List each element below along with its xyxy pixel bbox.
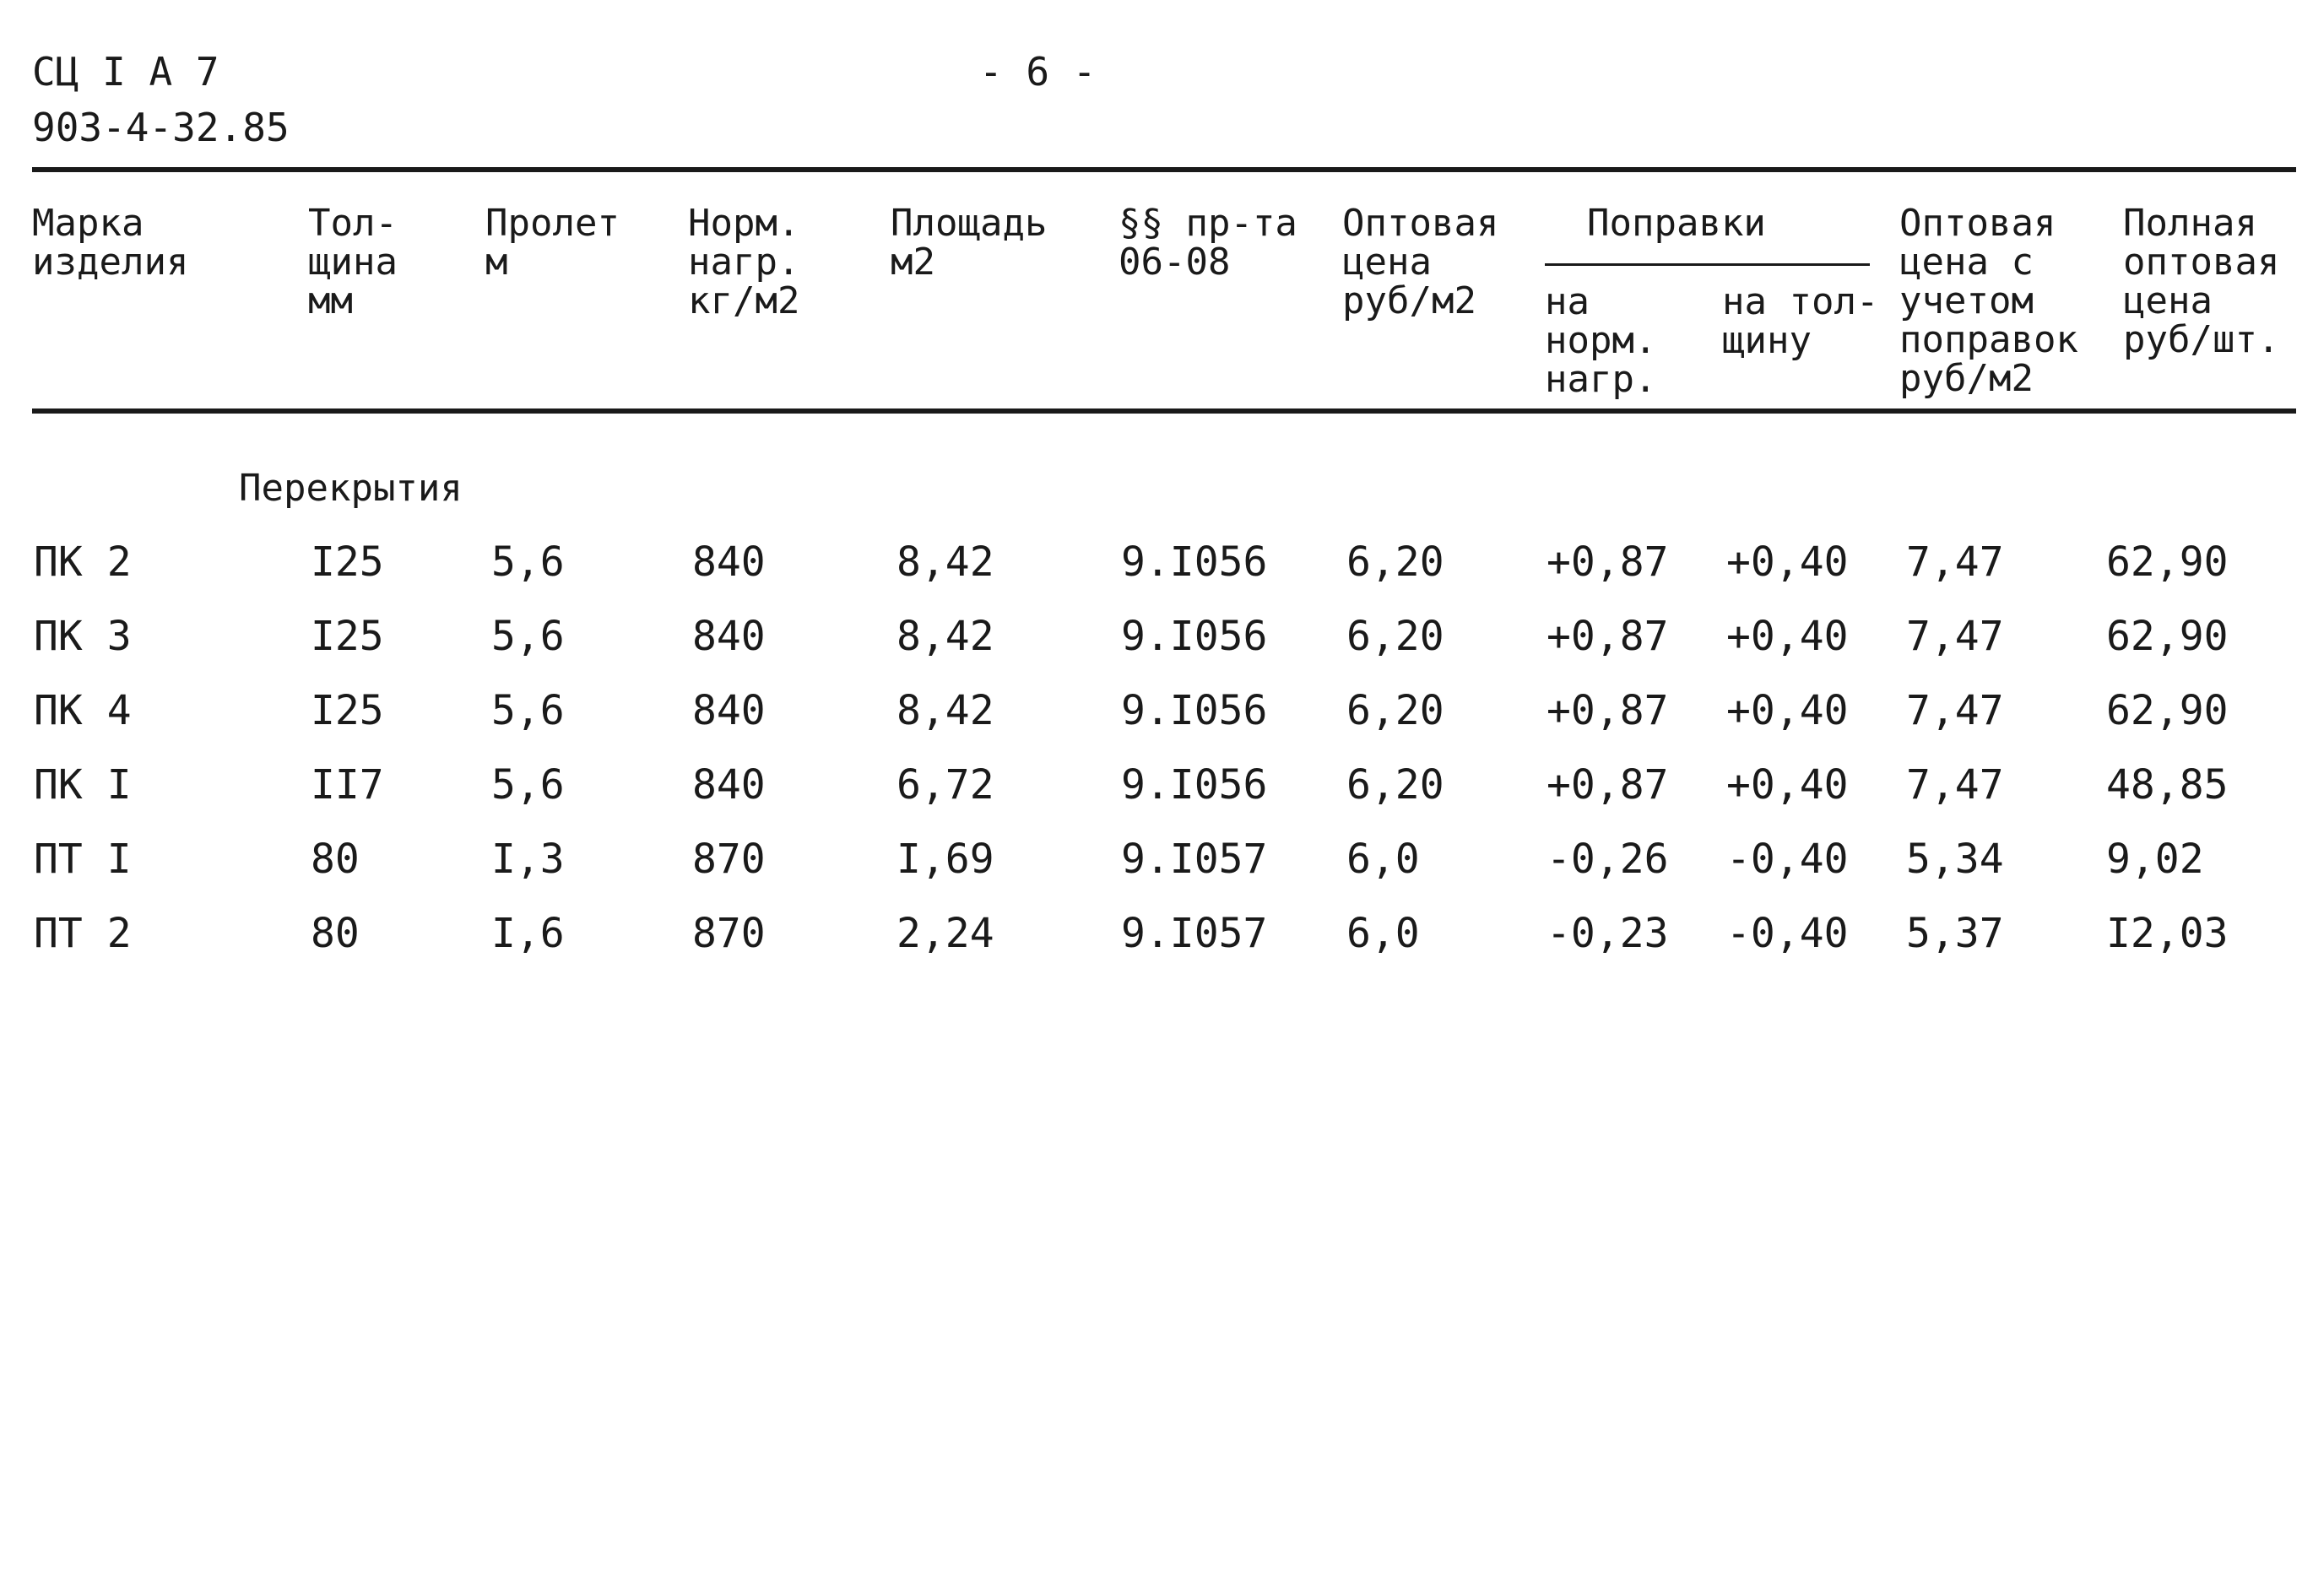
cell-opt-cena: 6,20 — [1346, 613, 1444, 660]
col-header-polnaya-opt-cena: Полная оптовая цена руб/шт. — [2123, 202, 2280, 361]
cell-ploshchad: I,69 — [896, 836, 994, 883]
cell-opt-cena: 6,20 — [1346, 538, 1444, 586]
cell-polnaya-opt-cena: 62,90 — [2106, 613, 2229, 660]
cell-paragraphs: 9.I057 — [1121, 910, 1268, 957]
series-code: 903-4-32.85 — [32, 105, 290, 150]
cell-ploshchad: 8,42 — [896, 613, 994, 660]
cell-norm-nagr: 870 — [692, 836, 766, 883]
table-top-rule — [32, 167, 2296, 172]
cell-ploshchad: 2,24 — [896, 910, 994, 957]
cell-na-tolshchinu: +0,40 — [1726, 761, 1849, 809]
cell-tolshchina: I25 — [311, 538, 384, 586]
cell-prolet: 5,6 — [491, 538, 565, 586]
cell-tolshchina: 80 — [311, 910, 360, 957]
cell-marka: ПТ 2 — [34, 910, 132, 957]
cell-paragraphs: 9.I056 — [1121, 538, 1268, 586]
cell-marka: ПК 3 — [34, 613, 132, 660]
cell-na-norm-nagr: +0,87 — [1547, 538, 1669, 586]
cell-norm-nagr: 840 — [692, 761, 766, 809]
cell-opt-cena-s-uchetom: 5,34 — [1906, 836, 2004, 883]
cell-polnaya-opt-cena: 62,90 — [2106, 687, 2229, 734]
cell-polnaya-opt-cena: I2,03 — [2106, 910, 2229, 957]
cell-tolshchina: I25 — [311, 613, 384, 660]
col-header-opt-cena-s-uchetom: Оптовая цена с учетом поправок руб/м2 — [1899, 202, 2078, 400]
cell-prolet: I,3 — [491, 836, 565, 883]
col-header-na-norm-nagr: на норм. нагр. — [1545, 280, 1657, 401]
cell-tolshchina: 80 — [311, 836, 360, 883]
cell-marka: ПК I — [34, 761, 132, 809]
cell-prolet: 5,6 — [491, 761, 565, 809]
col-header-prolet: Пролет м — [485, 202, 620, 284]
cell-norm-nagr: 840 — [692, 538, 766, 586]
cell-ploshchad: 8,42 — [896, 687, 994, 734]
cell-norm-nagr: 840 — [692, 687, 766, 734]
cell-na-norm-nagr: -0,23 — [1547, 910, 1669, 957]
col-header-paragraphs: §§ пр-та 06-08 — [1119, 202, 1297, 284]
cell-prolet: 5,6 — [491, 613, 565, 660]
col-header-na-tolshchinu: на тол- щину — [1722, 280, 1879, 362]
col-header-opt-cena: Оптовая цена руб/м2 — [1342, 202, 1499, 322]
cell-opt-cena-s-uchetom: 5,37 — [1906, 910, 2004, 957]
cell-marka: ПТ I — [34, 836, 132, 883]
cell-prolet: I,6 — [491, 910, 565, 957]
cell-opt-cena: 6,20 — [1346, 761, 1444, 809]
cell-na-tolshchinu: +0,40 — [1726, 538, 1849, 586]
cell-opt-cena-s-uchetom: 7,47 — [1906, 687, 2004, 734]
cell-ploshchad: 6,72 — [896, 761, 994, 809]
cell-na-tolshchinu: +0,40 — [1726, 687, 1849, 734]
col-header-tolshchina: Тол- щина мм — [308, 202, 398, 322]
table-header-bottom-rule — [32, 408, 2296, 414]
col-header-ploshchad: Площадь м2 — [891, 202, 1048, 284]
cell-paragraphs: 9.I056 — [1121, 761, 1268, 809]
cell-tolshchina: II7 — [311, 761, 384, 809]
cell-na-norm-nagr: +0,87 — [1547, 613, 1669, 660]
cell-tolshchina: I25 — [311, 687, 384, 734]
page-number: - 6 - — [979, 49, 1097, 95]
cell-prolet: 5,6 — [491, 687, 565, 734]
cell-marka: ПК 2 — [34, 538, 132, 586]
col-header-marka: Марка изделия — [32, 202, 189, 284]
cell-na-norm-nagr: +0,87 — [1547, 761, 1669, 809]
section-title: Перекрытия — [239, 467, 463, 510]
cell-polnaya-opt-cena: 62,90 — [2106, 538, 2229, 586]
document-code: СЦ I А 7 — [32, 49, 219, 95]
cell-opt-cena-s-uchetom: 7,47 — [1906, 613, 2004, 660]
cell-na-tolshchinu: -0,40 — [1726, 910, 1849, 957]
popravki-underline — [1545, 263, 1870, 266]
cell-na-norm-nagr: +0,87 — [1547, 687, 1669, 734]
cell-marka: ПК 4 — [34, 687, 132, 734]
col-header-norm-nagr: Норм. нагр. кг/м2 — [688, 202, 800, 322]
cell-paragraphs: 9.I056 — [1121, 687, 1268, 734]
cell-na-norm-nagr: -0,26 — [1547, 836, 1669, 883]
cell-norm-nagr: 870 — [692, 910, 766, 957]
cell-ploshchad: 8,42 — [896, 538, 994, 586]
cell-na-tolshchinu: -0,40 — [1726, 836, 1849, 883]
cell-norm-nagr: 840 — [692, 613, 766, 660]
cell-na-tolshchinu: +0,40 — [1726, 613, 1849, 660]
cell-opt-cena-s-uchetom: 7,47 — [1906, 538, 2004, 586]
cell-polnaya-opt-cena: 9,02 — [2106, 836, 2204, 883]
cell-opt-cena: 6,20 — [1346, 687, 1444, 734]
cell-opt-cena: 6,0 — [1346, 836, 1420, 883]
cell-paragraphs: 9.I056 — [1121, 613, 1268, 660]
col-header-popravki: Поправки — [1587, 202, 1766, 245]
cell-paragraphs: 9.I057 — [1121, 836, 1268, 883]
cell-opt-cena: 6,0 — [1346, 910, 1420, 957]
cell-polnaya-opt-cena: 48,85 — [2106, 761, 2229, 809]
cell-opt-cena-s-uchetom: 7,47 — [1906, 761, 2004, 809]
